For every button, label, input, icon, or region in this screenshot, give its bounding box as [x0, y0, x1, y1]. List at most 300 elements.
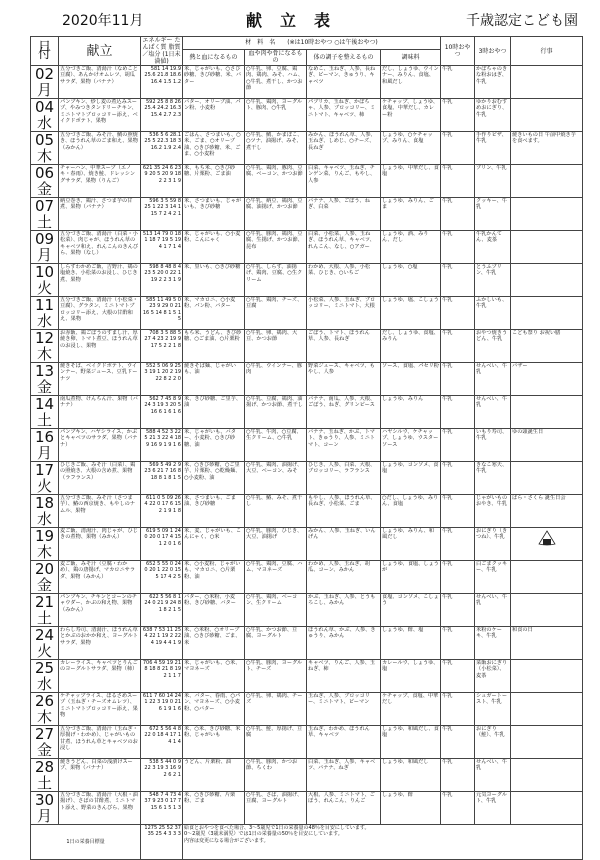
col-red: 熱と血になるもの: [183, 49, 245, 65]
day-cell: [31, 363, 59, 396]
day-cell: [31, 66, 59, 99]
event-cell: [511, 165, 583, 198]
weekday: 木: [36, 147, 52, 165]
day-cell: [31, 660, 59, 693]
seasoning-cell: ケチャップ、しょうゆ、食塩、中華だし、カレー粉: [381, 99, 441, 132]
green-ingredients-cell: ごぼう、トマト、ほうれん草、人参、長ねぎ: [307, 330, 381, 363]
green-ingredients-cell: 小松菜、人参、玉ねぎ、ブロッコリー、ミニトマト、大根: [307, 297, 381, 330]
red-ingredients-cell: 米、じゃがいも、○小麦粉、こんにゃく: [183, 231, 245, 264]
day-number: 13: [34, 362, 55, 380]
menu-row: [31, 363, 583, 396]
event-cell: [511, 693, 583, 726]
snack10-cell: 牛乳: [441, 528, 475, 561]
weekday: 金: [36, 741, 52, 759]
red-ingredients-cell: 米、さつまいも、じゃがいも、きび砂糖: [183, 198, 245, 231]
red-ingredients-cell: 米、○小麦粉、じゃがいも、マカロニ、○片栗粉、油: [183, 561, 245, 594]
event-cell: [511, 561, 583, 594]
snack3-cell: 牛乳かんてん、麦茶: [475, 231, 511, 264]
snack10-cell: 牛乳: [441, 693, 475, 726]
green-ingredients-cell: わかめ、人参、玉ねぎ、胡瓜、コーン、みかん: [307, 561, 381, 594]
event-cell: [511, 66, 583, 99]
nutrition-cell: 536 5 6 28.1 25 5 22.3 18 3 16.2 1.9 2.4: [141, 132, 183, 165]
event-cell: [511, 264, 583, 297]
menu-row: [31, 429, 583, 462]
weekday: 木: [36, 543, 52, 561]
weekday: 月: [36, 81, 52, 99]
snack3-cell: クッキー、牛乳: [475, 198, 511, 231]
nutrition-cell: 672 5 56 4 8 22 0 18 4 17 1 4 1 4: [141, 726, 183, 759]
menu-cell: 五分づきご飯、清湯汁（大根・油揚げ）、さばの甘酢煮、ミニトマト添え、野菜のきんぴら、果物: [59, 792, 141, 825]
red-ingredients-cell: 米、さつまいも、ごま油、きび砂糖: [183, 495, 245, 528]
day-number: 26: [34, 692, 55, 710]
green-ingredients-cell: なめこ、玉ねぎ、人参、長ねぎ、ピーマン、きゅうり、キャベツ: [307, 66, 381, 99]
seasoning-cell: ○だし、しょうゆ、みりん、食塩: [381, 495, 441, 528]
menu-rows: [31, 66, 583, 825]
month-label: 2020年11月: [62, 13, 144, 29]
green-ingredients-cell: パプリカ、玉ねぎ、かぼちゃ、人参、ブロッコリー、ミニトマト、キャベツ、柿: [307, 99, 381, 132]
day-cell: [31, 462, 59, 495]
col-event: 行事: [511, 37, 583, 66]
seasoning-cell: だし、しょうゆ、食塩、みりん: [381, 330, 441, 363]
event-cell: 焼きいもの日 午前中焼き芋を食べます。: [511, 132, 583, 165]
col-snack10: 10時おやつ: [441, 37, 475, 66]
page-header: [0, 8, 600, 30]
red-ingredients-cell: 米、もち米、○きび砂糖、片栗粉、ごま油: [183, 165, 245, 198]
menu-cell: お赤飯、鶏ごぼうのすまし汁、厚焼き卵、トマト煮豆、ほうれん草のお浸し、果物: [59, 330, 141, 363]
day-number: 11: [34, 296, 55, 314]
col-nutrition: エネルギー たんぱく質 脂質／塩分 (1日未満値): [142, 37, 181, 65]
nutrition-cell: 622 5 56 8 1 24 0 21 9 24 8 1 8 2 1 5: [141, 594, 183, 627]
snack10-cell: 牛乳: [441, 198, 475, 231]
yellow-ingredients-cell: ○牛乳、卵、鶏肉、チーズ: [245, 693, 307, 726]
event-cell: [511, 198, 583, 231]
yellow-ingredients-cell: ○牛乳、鶏肉、ヨーグルト、豚肉、○牛乳: [245, 99, 307, 132]
snack3-cell: せんべい、牛乳: [475, 396, 511, 429]
snack3-cell: 元気ヨーグルト、牛乳: [475, 792, 511, 825]
weekday: 水: [36, 510, 52, 528]
event-cell: バザー: [511, 363, 583, 396]
day-number: 12: [34, 329, 55, 347]
menu-cell: 麦ご飯、みそ汁（豆腐・わかめ）、鶏の唐揚げ、マカロニサラダ、果物（みかん）: [59, 561, 141, 594]
snack10-cell: 牛乳: [441, 792, 475, 825]
yellow-ingredients-cell: ○牛乳、さば、油揚げ、豆腐、ヨーグルト: [245, 792, 307, 825]
green-ingredients-cell: ほうれん草、かぶ、人参、きゅうり、みかん: [307, 627, 381, 660]
snack3-cell: ゆかりおむすめおにぎり、牛乳: [475, 99, 511, 132]
menu-cell: 五分づきご飯、清湯汁（なめこと豆腐）、あんかけオムレツ、胡瓜サラダ、果物（バナナ）: [59, 66, 141, 99]
yellow-ingredients-cell: ○牛乳、豚肉、ひじき、大豆、油揚げ: [245, 528, 307, 561]
col-snack3: 3時おやつ: [475, 37, 511, 66]
day-cell: [31, 561, 59, 594]
nutrition-cell: 611 7 60 14 24 1 22 3 19 0 21 6 1 9 1 6: [141, 693, 183, 726]
red-ingredients-cell: バター、オリーブ油、パン粉、小麦粉: [183, 99, 245, 132]
nutrition-cell: 548 7 4 73 4 37 9 23 0 17 7 15 6 1 5 1 3: [141, 792, 183, 825]
green-ingredients-cell: 白菜、キャベツ、玉ねぎ、チンゲン菜、りんご、もやし、人参: [307, 165, 381, 198]
event-cell: こども祭り お祝い膳: [511, 330, 583, 363]
col-yellow: 血や肉や骨になるもの: [245, 49, 307, 65]
nutrition-cell: 652 5 55 0 24 0 20 1 22 0 15 5 17 4 2 5: [141, 561, 183, 594]
menu-row: [31, 231, 583, 264]
seasoning-cell: しょうゆ、和風だし、食塩: [381, 726, 441, 759]
nutrition-cell: 706 4 59 19 21 8 18 8 21 8 19 2 1 1 7: [141, 660, 183, 693]
snack10-cell: 牛乳: [441, 330, 475, 363]
snack10-cell: 牛乳: [441, 660, 475, 693]
green-ingredients-cell: 野菜ジュース、キャベツ、もやし、人参: [307, 363, 381, 396]
menu-cell: 五分づきご飯、みそ汁、鯖の照焼き、ほうれん草のごま和え、果物（みかん）: [59, 132, 141, 165]
seasoning-cell: ソース、食塩、パセリ粉: [381, 363, 441, 396]
event-cell: [511, 726, 583, 759]
seasoning-cell: しょうゆ、みりん、和風だし: [381, 528, 441, 561]
nutrition-cell: 569 5 49 2 9 23 6 21 7 16 8 18 8 1 8 1 5: [141, 462, 183, 495]
seasoning-cell: しょうゆ、酢、塩: [381, 627, 441, 660]
col-menu: 献立: [59, 37, 141, 66]
day-number: 24: [34, 626, 55, 644]
day-number: 28: [34, 758, 55, 776]
yellow-ingredients-cell: ○牛乳、鶏肉、油揚げ、大豆、ベーコン、みそ: [245, 462, 307, 495]
green-ingredients-cell: 白菜、玉ねぎ、人参、キャベツ、バナナ、ねぎ: [307, 759, 381, 792]
weekday: 木: [36, 708, 52, 726]
snack10-cell: 牛乳: [441, 363, 475, 396]
menu-cell: 納豆巻き、鶏汁、さつま芋の甘煮、果物（バナナ）: [59, 198, 141, 231]
snack10-cell: 牛乳: [441, 495, 475, 528]
snack3-cell: おにぎり（鮭）、牛乳: [475, 726, 511, 759]
menu-row: [31, 561, 583, 594]
yellow-ingredients-cell: ○牛乳、卵、鶏肉、大豆、かつお節: [245, 330, 307, 363]
snack3-cell: せんべい、牛乳: [475, 759, 511, 792]
menu-row: [31, 396, 583, 429]
seasoning-cell: しょうゆ、○ケチャップ、みりん、食塩: [381, 132, 441, 165]
day-number: 05: [34, 131, 55, 149]
green-ingredients-cell: 玉ねぎ、人参、ブロッコリー、ミニトマト、ピーマン: [307, 693, 381, 726]
snack3-cell: せんべい、牛乳: [475, 594, 511, 627]
weekday: 月: [36, 444, 52, 462]
day-cell: [31, 429, 59, 462]
note-line: 内容は変更になる場合がございます。: [184, 837, 269, 844]
menu-row: [31, 495, 583, 528]
menu-cell: ケチャップライス、ほるさめスープ（玉ねぎ・チーズオムレツ）、ミニトマトブロッコリー添え、果物: [59, 693, 141, 726]
menu-row: [31, 594, 583, 627]
weekday: 土: [36, 609, 52, 627]
yellow-ingredients-cell: ○牛乳、豚肉、鶏肉、豆腐、生揚げ、かつお節、昆布: [245, 231, 307, 264]
red-ingredients-cell: 米、麦、じゃがいも、こんにゃく、○米: [183, 528, 245, 561]
red-ingredients-cell: 米、○米粉、○オリーブ油、○きび砂糖、ごま、米: [183, 627, 245, 660]
snack10-cell: 牛乳: [441, 165, 475, 198]
snack3-cell: 菜飯おにぎり（小松菜）、麦茶: [475, 660, 511, 693]
day-cell: [31, 396, 59, 429]
total-row: [31, 825, 583, 860]
snack10-cell: 牛乳: [441, 759, 475, 792]
day-number: 25: [34, 659, 55, 677]
menu-cell: わらし寿司、清湯汁、ほうれん草とかぶのおかか和え、ヨーグルトサラダ、果物: [59, 627, 141, 660]
yellow-ingredients-cell: ○牛乳、豆腐、鶏肉、油揚げ、かつお節、煮干し: [245, 396, 307, 429]
yellow-ingredients-cell: ○牛乳、かつお節、豆腐、ヨーグルト: [245, 627, 307, 660]
yellow-ingredients-cell: ○牛乳、卵、豆腐、鶏肉、鶏肉、みそ、ハム、○牛乳、煮干し、かつお節: [245, 66, 307, 99]
day-number: 07: [34, 197, 55, 215]
snack3-cell: 手作りピザ、牛乳: [475, 132, 511, 165]
menu-row: [31, 198, 583, 231]
day-number: 21: [34, 593, 55, 611]
snack10-cell: 牛乳: [441, 132, 475, 165]
red-ingredients-cell: 米、マカロニ、○小麦粉、パン粉、バター: [183, 297, 245, 330]
snack10-cell: 牛乳: [441, 66, 475, 99]
day-number: 02: [34, 65, 55, 83]
nutrition-cell: 638 7 53 11 25 4 22 1 19 2 22 4 19 4 4 1 9: [141, 627, 183, 660]
seasoning-cell: しょうゆ、みりん: [381, 396, 441, 429]
day-cell: [31, 264, 59, 297]
seasoning-cell: しょうゆ、酢: [381, 792, 441, 825]
nutrition-cell: 592 25 8 8 26 25.4 24.2 16.3 15.4 2.7 2.3: [141, 99, 183, 132]
event-cell: [511, 792, 583, 825]
red-ingredients-cell: 米、○きび砂糖、片栗粉、ごま: [183, 792, 245, 825]
snack10-cell: 牛乳: [441, 297, 475, 330]
green-ingredients-cell: バナナ、南瓜、人参、大根、ごぼう、ねぎ、グリンピース: [307, 396, 381, 429]
day-number: 20: [34, 560, 55, 578]
day-number: 16: [34, 428, 55, 446]
yellow-ingredients-cell: ○牛乳、鮭、厚揚げ、豆腐: [245, 726, 307, 759]
weekday: 火: [36, 279, 52, 297]
menu-cell: パンプキン、チキンとコーンのチャウダー、かぶの和え物、果物（みかん）: [59, 594, 141, 627]
nutrition-cell: 621 35 24 6 23 9 20 5 20 9 18 2 2 3 1 9: [141, 165, 183, 198]
weekday: 月: [36, 246, 52, 264]
menu-cell: 南瓜煮物、けんちん汁、果物（バナナ）: [59, 396, 141, 429]
event-cell: [511, 660, 583, 693]
weekday: 土: [36, 213, 52, 231]
menu-cell: しらすわかめご飯、吉野汁、鶏の塩焼き、小松菜のお浸し、ひじき煮、果物: [59, 264, 141, 297]
red-ingredients-cell: 米、○きび砂糖、○ご里芋、片栗粉、○乾燥麺、○小麦粉、油: [183, 462, 245, 495]
day-cell: [31, 198, 59, 231]
menu-row: [31, 693, 583, 726]
menu-row: [31, 66, 583, 99]
nutrition-cell: 562 7 45 8 9 24 3 19 3 20 5 16 6 1 6 1 6: [141, 396, 183, 429]
event-cell: [511, 462, 583, 495]
green-ingredients-cell: バナナ、玉ねぎ、かぶ、トマト、きゅうり、人参、ミニトマト、コーン: [307, 429, 381, 462]
snack10-cell: 牛乳: [441, 99, 475, 132]
menu-cell: 麦ご飯、清湯汁、肉じゃが、ひじきの煮物、果物（みかん）: [59, 528, 141, 561]
yellow-ingredients-cell: ○牛乳、豚肉、ヨーグルト、チーズ: [245, 660, 307, 693]
green-ingredients-cell: かぶ、玉ねぎ、人参、とうもろこし、みかん: [307, 594, 381, 627]
day-cell: [31, 792, 59, 825]
event-cell: [511, 528, 583, 561]
day-cell: [31, 627, 59, 660]
nutrition-cell: 538 5 44 0 9 22 3 19 3 16 9 2 6 2 1: [141, 759, 183, 792]
weekday: 月: [36, 807, 52, 825]
day-number: 17: [34, 461, 55, 479]
yellow-ingredients-cell: ○牛乳、納豆、鶏肉、豆腐、油揚げ、かつお節: [245, 198, 307, 231]
menu-cell: 焼きうどん、白菜の浅漬けスープ、果物（バナナ）: [59, 759, 141, 792]
nutrition-cell: 708 3 5 88 5 27 4 23 2 19 9 17 5 2 2 1 8: [141, 330, 183, 363]
snack10-cell: 牛乳: [441, 561, 475, 594]
menu-row: [31, 165, 583, 198]
menu-cell: 五分づきご飯、清湯汁（小松菜・豆腐）、グラタン、ミニトマトブロッコリー添え、大根の甘酢和え、果物: [59, 297, 141, 330]
weekday: 水: [36, 312, 52, 330]
menu-cell: 五分づきご飯、清湯汁（白菜・小松菜）、肉じゃが、ほうれん草のキャベツ和え、れんこんのきんぴら、果物（なし）: [59, 231, 141, 264]
col-date: 日付: [31, 37, 59, 66]
menu-cell: ひじきご飯、みそ汁（白菜）、鶏の照焼き、大根の含め煮、果物（ラフランス）: [59, 462, 141, 495]
snack10-cell: 牛乳: [441, 429, 475, 462]
menu-cell: パンプキン、炒し麦の煮込みスープ、やみつきタンドリーチキン、ミニトマトブロッコリー添え、ベイクドポテト、果物: [59, 99, 141, 132]
weekday: 土: [36, 411, 52, 429]
day-cell: [31, 726, 59, 759]
seasoning-cell: しょうゆ、塩、こしょう: [381, 297, 441, 330]
snack3-cell: プリン、牛乳: [475, 165, 511, 198]
menu-cell: カレーライス、キャベツとりんごのヨーグルトサラダ、果物（柿）: [59, 660, 141, 693]
green-ingredients-cell: みかん、人参、玉ねぎ、いんげん: [307, 528, 381, 561]
menu-row: [31, 330, 583, 363]
menu-row: [31, 792, 583, 825]
weekday: 水: [36, 675, 52, 693]
event-cell: [511, 396, 583, 429]
page-title: 献立表: [246, 11, 349, 30]
nutrition-cell: 598 8 48 8 4 23 5 20 0 22 1 19 2 2 3 1 9: [141, 264, 183, 297]
seasoning-cell: しょうゆ、コンソメ、食塩: [381, 462, 441, 495]
yellow-ingredients-cell: ○牛乳、牛肉、○豆腐、生クリーム、○牛乳: [245, 429, 307, 462]
snack10-cell: 牛乳: [441, 462, 475, 495]
menu-row: [31, 297, 583, 330]
red-ingredients-cell: 焼きそば麺、じゃがいも、油: [183, 363, 245, 396]
snack3-cell: とうふプリン、牛乳: [475, 264, 511, 297]
day-number: 14: [34, 395, 55, 413]
snack10-cell: 牛乳: [441, 594, 475, 627]
table-header: [31, 37, 583, 66]
event-cell: [511, 99, 583, 132]
menu-cell: 五分づきご飯、清湯汁（玉ねぎ・厚揚げ・わかめ）、じゃがいもの甘煮、ほうれん草とキャベツのお浸し: [59, 726, 141, 759]
red-ingredients-cell: 米、じゃがいも、バター、小麦粉、○きび砂糖、油: [183, 429, 245, 462]
nutrition-cell: 619 5 09 1 24 0 20 0 17 4 15 1 2 0 1 6: [141, 528, 183, 561]
note-line: 給食とおやつを食べた場合、3～5歳児で1日の栄養量の48％を目安にしています。: [184, 825, 370, 831]
snack3-cell: いもり寿司、牛乳: [475, 429, 511, 462]
snack3-cell: ふかしいも、牛乳: [475, 297, 511, 330]
event-cell: [511, 297, 583, 330]
snack10-cell: 牛乳: [441, 396, 475, 429]
nutrition-cell: 611 0 5 09 26 4 22 0 17 6 15 2 1 9 1 8: [141, 495, 183, 528]
seasoning-cell: 食塩、コンソメ、こしょう: [381, 594, 441, 627]
day-number: 27: [34, 725, 55, 743]
onigiri-icon: [538, 530, 556, 546]
snack3-cell: シュガートースト、牛乳: [475, 693, 511, 726]
green-ingredients-cell: 大根、人参、ミニトマト、ごぼう、れんこん、りんご: [307, 792, 381, 825]
day-cell: [31, 231, 59, 264]
seasoning-cell: しょうゆ、酒、みりん、だし: [381, 231, 441, 264]
col-green: 体の調子を整えるもの: [307, 49, 381, 65]
seasoning-cell: しょうゆ、中華だし、食塩: [381, 165, 441, 198]
event-cell: [511, 231, 583, 264]
yellow-ingredients-cell: ○牛乳、鯖、かまぼこ、○ツナ、油揚げ、みそ、煮干し: [245, 132, 307, 165]
menu-table: [30, 36, 583, 860]
day-cell: [31, 297, 59, 330]
seasoning-cell: カレールウ、しょうゆ、塩: [381, 660, 441, 693]
snack10-cell: 牛乳: [441, 726, 475, 759]
nutrition-cell: 513 14 79 0 18 1 18 7 19 5 19 4 1 7 1 4: [141, 231, 183, 264]
yellow-ingredients-cell: ○牛乳、鶏肉、豆腐、ハム、マヨネーズ: [245, 561, 307, 594]
snack3-cell: かぼちゃのきな粉おはぎ、牛乳: [475, 66, 511, 99]
yellow-ingredients-cell: ○牛乳、鶏肉、豚肉、豆腐、ベーコン、かつお節: [245, 165, 307, 198]
day-number: 04: [34, 98, 55, 116]
day-cell: [31, 99, 59, 132]
event-cell: 和食の日: [511, 627, 583, 660]
snack3-cell: おにぎり（きつね）、牛乳: [475, 528, 511, 561]
day-number: 18: [34, 494, 55, 512]
nutrition-cell: 588 4 52 3 22 5 21 3 22 4 18 9 16 9 1 9 1 6: [141, 429, 183, 462]
weekday: 土: [36, 774, 52, 792]
day-cell: [31, 693, 59, 726]
weekday: 金: [36, 576, 52, 594]
note-line: 0～2歳児（3歳未満児）では1日の栄養量の50％を目安にしています。: [184, 831, 343, 838]
col-ingredients: [183, 37, 441, 50]
red-ingredients-cell: 米、じゃがいも、○米、マヨネーズ: [183, 660, 245, 693]
day-number: 06: [34, 164, 55, 182]
menu-row: [31, 264, 583, 297]
nutrition-cell: 585 11 49 5 0 23 9 29 0 21 16 5 14 8 1 5 1 5: [141, 297, 183, 330]
school-name: 千歳認定こども園: [466, 13, 578, 29]
red-ingredients-cell: バター、○米粉、小麦粉、きび砂糖、バター: [183, 594, 245, 627]
day-cell: [31, 594, 59, 627]
snack3-cell: せんべい、牛乳: [475, 363, 511, 396]
col-ingredients-note: (※は10時おやつ ○は午後おやつ): [287, 39, 378, 47]
red-ingredients-cell: うどん、片栗粉、油: [183, 759, 245, 792]
day-number: 30: [34, 791, 55, 809]
nutrition-cell: 581 14 19.9 25.6 21.8 18.6 16.4 1.5 1.2: [141, 66, 183, 99]
red-ingredients-cell: 米、里いも、○きび砂糖: [183, 264, 245, 297]
day-cell: [31, 495, 59, 528]
weekday: 火: [36, 642, 52, 660]
menu-cell: 焼きそば、ベイクドポテト、ウインナー、野菜ジュース、豆乳ドーナツ: [59, 363, 141, 396]
yellow-ingredients-cell: ○牛乳、しらす、油揚げ、鶏肉、豆腐、○生クリーム: [245, 264, 307, 297]
red-ingredients-cell: もち米、うどん、きび砂糖、○ごま油、○片栗粉: [183, 330, 245, 363]
red-ingredients-cell: 米、じゃがいも、○さび砂糖、きび砂糖、米、バター: [183, 66, 245, 99]
green-ingredients-cell: 玉ねぎ、わかめ、ほうれん草、キャベツ: [307, 726, 381, 759]
day-number: 09: [34, 230, 55, 248]
green-ingredients-cell: ひじき、人参、白菜、大根、ブロッコリー、ラフランス: [307, 462, 381, 495]
col-seasoning: 調味料: [381, 49, 441, 65]
green-ingredients-cell: みかん、ほうれん草、人参、玉ねぎ、しめじ、○チーズ、長ねぎ: [307, 132, 381, 165]
menu-cell: パンプキン、ハヤシライス、かぶとキャベツのサラダ、果物（バナナ）: [59, 429, 141, 462]
total-section: [31, 825, 583, 860]
red-ingredients-cell: 米、バター、春雨、○パン、マヨネーズ、○小麦粉、○バター: [183, 693, 245, 726]
red-ingredients-cell: ごはん、さつまいも、○米、ごま、○オリーブ油、○きび砂糖、米、ごま、○小麦粉: [183, 132, 245, 165]
seasoning-cell: だし、しょうゆ、ウインナー、みりん、食塩、和風だし: [381, 66, 441, 99]
day-number: 19: [34, 527, 55, 545]
snack3-cell: じゃがいものおやき、牛乳: [475, 495, 511, 528]
seasoning-cell: しょうゆ、食塩、しょうが: [381, 561, 441, 594]
nutrition-cell: 596 3 5 59 8 25 1 22 3 14 1 15 7 2 4 2 1: [141, 198, 183, 231]
snack10-cell: 牛乳: [441, 627, 475, 660]
green-ingredients-cell: 白菜、小松菜、人参、玉ねぎ、ほうれん草、キャベツ、れんこん、なし、○アガー: [307, 231, 381, 264]
total-label: 1日の栄養目標量: [31, 825, 141, 860]
snack3-cell: おやつ焼きうどん、牛乳: [475, 330, 511, 363]
snack3-cell: 白ごまクッキー、牛乳: [475, 561, 511, 594]
menu-cell: 五分づきご飯、みそ汁（さつま芋）、鰆の西京焼き、もやしのナムル、果物: [59, 495, 141, 528]
green-ingredients-cell: バナナ、人参、ごぼう、ねぎ、白菜: [307, 198, 381, 231]
day-cell: [31, 759, 59, 792]
nutrition-cell: 552 5 06 9 25 3 19 1 20 2 19 22 8 2 2 0: [141, 363, 183, 396]
red-ingredients-cell: 米、きび砂糖、ご里芋、油: [183, 396, 245, 429]
weekday: 火: [36, 477, 52, 495]
yellow-ingredients-cell: ○牛乳、ウインナー、豚肉: [245, 363, 307, 396]
event-cell: [511, 594, 583, 627]
red-ingredients-cell: 米、○米、きび砂糖、米粉、じゃがいも: [183, 726, 245, 759]
snack10-cell: 牛乳: [441, 231, 475, 264]
day-cell: [31, 528, 59, 561]
event-cell: ばら・さくら 誕生日会: [511, 495, 583, 528]
yellow-ingredients-cell: ○牛乳、鶏肉、ベーコン、生クリーム: [245, 594, 307, 627]
day-cell: [31, 132, 59, 165]
snack3-cell: きなこ寒天、牛乳: [475, 462, 511, 495]
menu-row: [31, 132, 583, 165]
weekday: 金: [36, 378, 52, 396]
seasoning-cell: ケチャップ、食塩、中華だし: [381, 693, 441, 726]
seasoning-cell: しょうゆ、みりん、ごま: [381, 198, 441, 231]
yellow-ingredients-cell: ○牛乳、鰆、みそ、煮干し: [245, 495, 307, 528]
menu-row: [31, 759, 583, 792]
